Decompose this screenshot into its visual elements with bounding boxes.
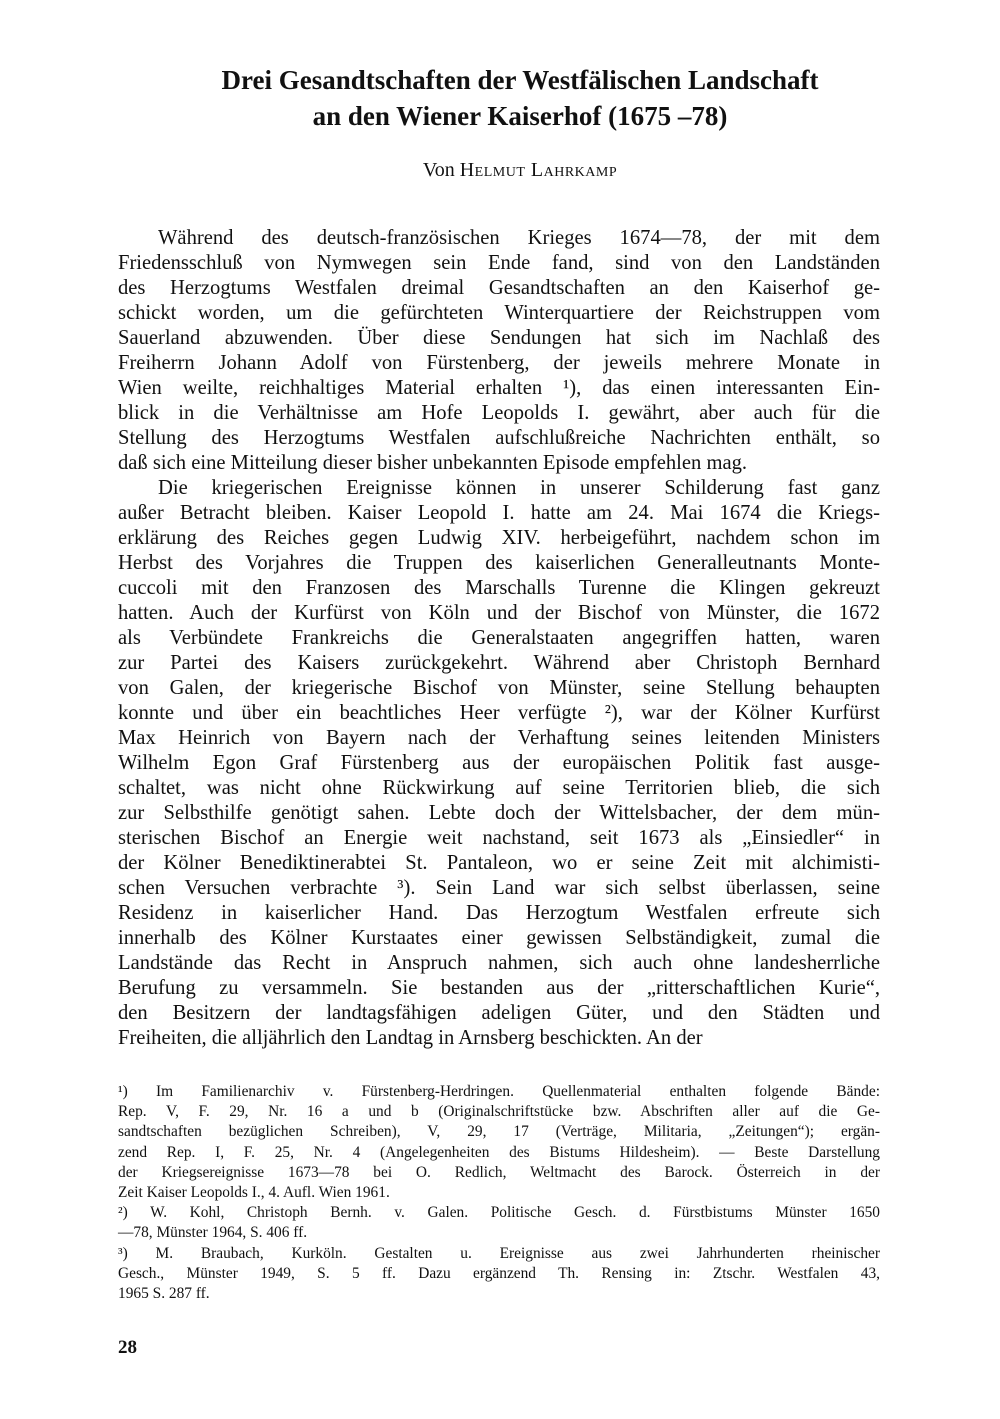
author-name: Helmut Lahrkamp	[459, 159, 618, 181]
body-line: Wilhelm Egon Graf Fürstenberg aus der europäischen Politik fast ausge-	[118, 752, 880, 774]
footnote-line: ²) W. Kohl, Christoph Bernh. v. Galen. Politische Gesch. d. Fürstbistums Münster 1650	[118, 1204, 880, 1221]
body-line: innerhalb des Kölner Kurstaates einer gewissen Selbständigkeit, zumal die	[118, 927, 880, 949]
body-line: schaltet, was nicht ohne Rückwirkung auf seine Territorien blieb, die sich	[118, 777, 880, 799]
body-line: erklärung des Reiches gegen Ludwig XIV. herbeigeführt, nachdem schon im	[118, 527, 880, 549]
body-line: Residenz in kaiserlicher Hand. Das Herzogtum Westfalen erfreute sich	[118, 902, 880, 924]
body-line: den Besitzern der landtagsfähigen adeligen Güter, und den Städten und	[118, 1002, 880, 1024]
footnote-line: der Kriegsereignisse 1673—78 bei O. Redlich, Weltmacht des Barock. Österreich in der	[118, 1164, 880, 1181]
body-line: Sauerland abzuwenden. Über diese Sendungen hat sich im Nachlaß des	[118, 327, 880, 349]
footnote-line: Zeit Kaiser Leopolds I., 4. Aufl. Wien 1961.	[118, 1184, 390, 1201]
body-line: Während des deutsch-französischen Krieges 1674—78, der mit dem	[158, 227, 880, 249]
footnote-line: ¹) Im Familienarchiv v. Fürstenberg-Herdringen. Quellenmaterial enthalten folgende Bände:	[118, 1083, 880, 1100]
body-line: Stellung des Herzogtums Westfalen aufschlußreiche Nachrichten enthält, so	[118, 427, 880, 449]
body-line: zur Partei des Kaisers zurückgekehrt. Während aber Christoph Bernhard	[118, 652, 880, 674]
body-line: Landstände das Recht in Anspruch nahmen, sich auch ohne landesherrliche	[118, 952, 880, 974]
footnote-line: ³) M. Braubach, Kurköln. Gestalten u. Ereignisse aus zwei Jahrhunderten rheinischer	[118, 1245, 880, 1262]
footnote-line: Gesch., Münster 1949, S. 5 ff. Dazu ergänzend Th. Rensing in: Ztschr. Westfalen 43,	[118, 1265, 880, 1282]
body-line: hatten. Auch der Kurfürst von Köln und der Bischof von Münster, die 1672	[118, 602, 880, 624]
body-line: Freiheiten, die alljährlich den Landtag in Arnsberg beschickten. An der	[118, 1027, 703, 1049]
body-line: konnte und über ein beachtliches Heer verfügte ²), war der Kölner Kurfürst	[118, 702, 880, 724]
body-line: außer Betracht bleiben. Kaiser Leopold I. hatte am 24. Mai 1674 die Kriegs-	[118, 502, 880, 524]
body-line: schickt worden, um die gefürchteten Winterquartiere der Reichstruppen vom	[118, 302, 880, 324]
body-line: Berufung zu versammeln. Sie bestanden aus der „ritterschaftlichen Kurie“,	[118, 977, 880, 999]
article-title-line-2: an den Wiener Kaiserhof (1675 –78)	[312, 101, 728, 131]
footnote-line: 1965 S. 287 ff.	[118, 1285, 210, 1302]
author-line	[120, 157, 920, 183]
body-line: sterischen Bischof an Energie weit nachstand, seit 1673 als „Einsiedler“ in	[118, 827, 880, 849]
article-title-line-1: Drei Gesandtschaften der Westfälischen Landschaft	[221, 65, 819, 95]
author-prefix: Von	[422, 159, 455, 181]
body-line: daß sich eine Mitteilung dieser bisher unbekannten Episode empfehlen mag.	[118, 452, 748, 474]
footnote-line: zend Rep. I, F. 25, Nr. 4 (Angelegenheiten des Bistums Hildesheim). — Beste Darstellung	[118, 1144, 880, 1161]
body-line: des Herzogtums Westfalen dreimal Gesandtschaften an den Kaiserhof ge-	[118, 277, 880, 299]
body-line: als Verbündete Frankreichs die Generalstaaten angegriffen hatten, waren	[118, 627, 880, 649]
footnote-line: —78, Münster 1964, S. 406 ff.	[118, 1224, 308, 1241]
footnote-line: Rep. V, F. 29, Nr. 16 a und b (Originalschriftstücke bzw. Abschriften aller auf die Ge-	[118, 1103, 880, 1120]
page-number: 28	[118, 1337, 137, 1358]
body-line: Die kriegerischen Ereignisse können in unserer Schilderung fast ganz	[158, 477, 880, 499]
body-line: von Galen, der kriegerische Bischof von Münster, seine Stellung behaupten	[118, 677, 880, 699]
body-line: Freiherrn Johann Adolf von Fürstenberg, der jeweils mehrere Monate in	[118, 352, 880, 374]
body-line: Friedensschluß von Nymwegen sein Ende fand, sind von den Landständen	[118, 252, 880, 274]
body-line: Wien weilte, reichhaltiges Material erhalten ¹), das einen interessanten Ein-	[118, 377, 880, 399]
body-line: cuccoli mit den Franzosen des Marschalls Turenne die Klingen gekreuzt	[118, 577, 880, 599]
body-line: der Kölner Benediktinerabtei St. Pantaleon, wo er seine Zeit mit alchimisti-	[118, 852, 880, 874]
body-line: Max Heinrich von Bayern nach der Verhaftung seines leitenden Ministers	[118, 727, 880, 749]
body-line: Herbst des Vorjahres die Truppen des kaiserlichen Generalleutnants Monte-	[118, 552, 880, 574]
body-line: zur Selbsthilfe genötigt sahen. Lebte doch der Wittelsbacher, der dem mün-	[118, 802, 880, 824]
body-line: blick in die Verhältnisse am Hofe Leopolds I. gewährt, aber auch für die	[118, 402, 880, 424]
body-line: schen Versuchen verbrachte ³). Sein Land war sich selbst überlassen, seine	[118, 877, 880, 899]
footnote-line: sandtschaften bezüglichen Schreiben), V, 29, 17 (Verträge, Militaria, „Zeitungen“); ergän-	[118, 1123, 880, 1140]
